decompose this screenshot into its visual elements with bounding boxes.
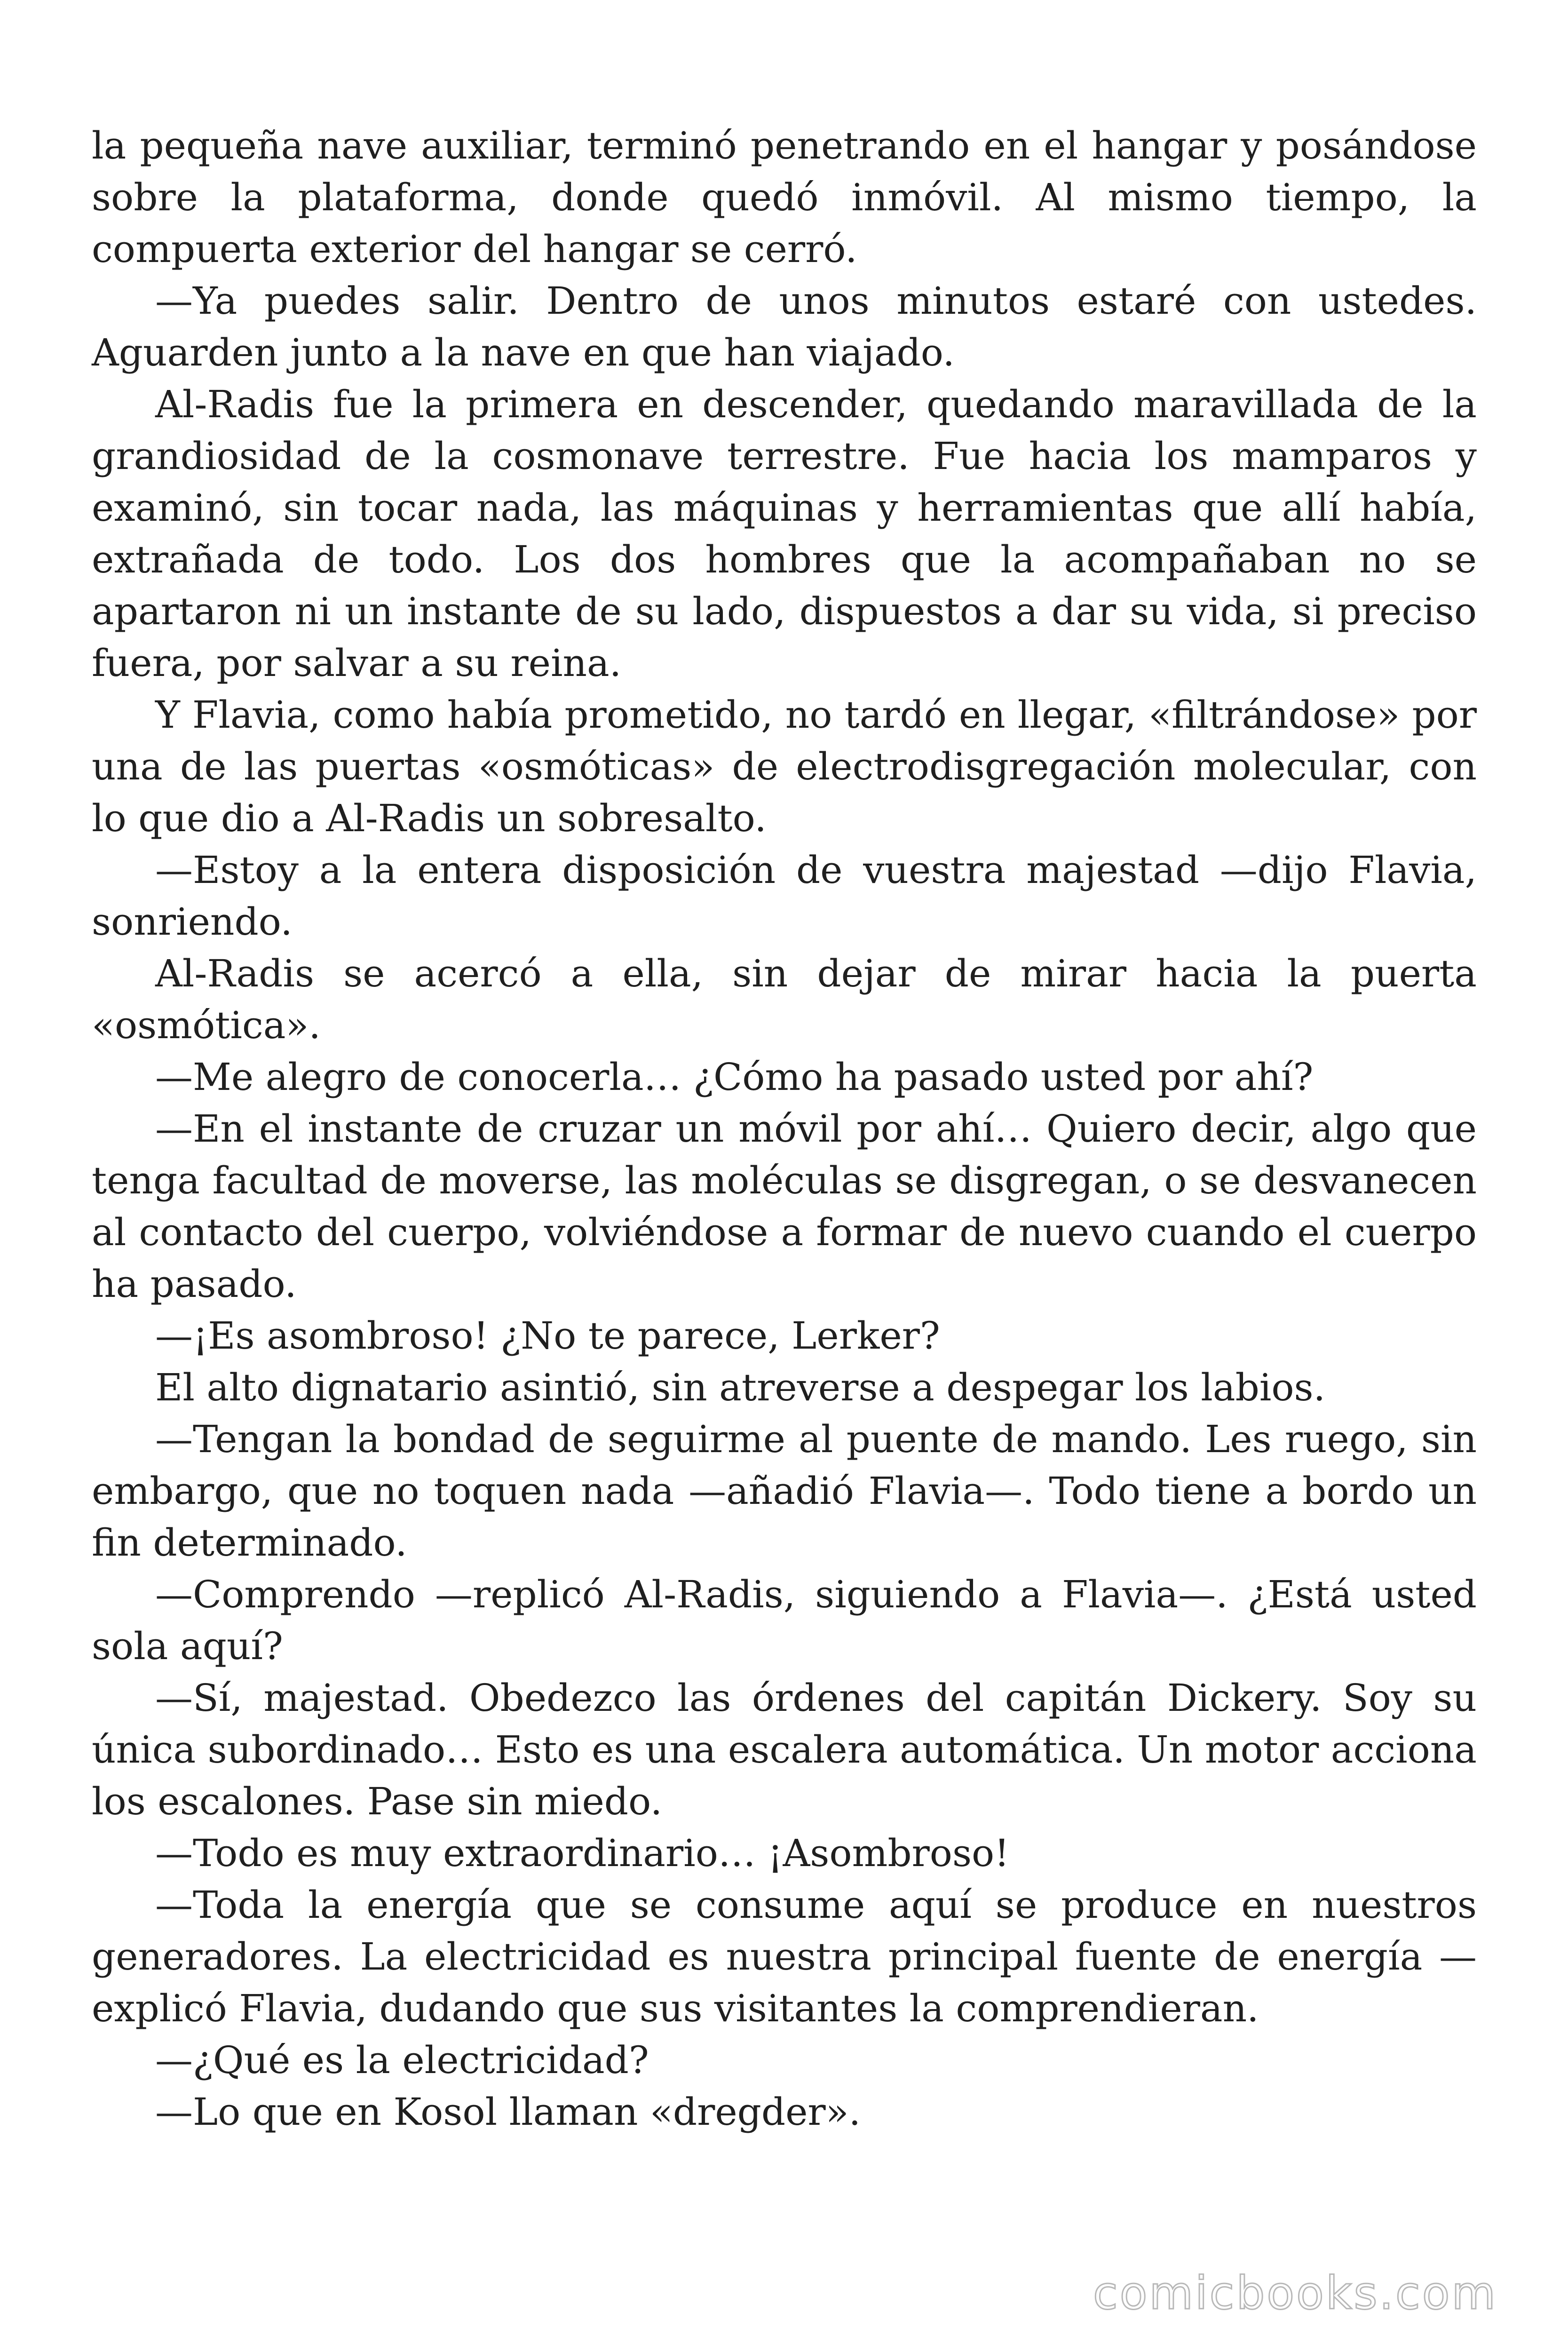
paragraph-1: la pequeña nave auxiliar, terminó penetrando en el hangar y posándose sobre la plataforma, donde quedó inmóvil. Al mismo tiempo, la compuerta exterior del hangar se cerró. (92, 124, 1477, 271)
paragraph-15: —Toda la energía que se consume aquí se produce en nuestros generadores. La electricidad es nuestra principal fuente de energía —explicó Flavia, dudando que sus visitantes la comprendieran. (92, 1883, 1477, 2030)
paragraph-17: —Lo que en Kosol llaman «dregder». (155, 2090, 861, 2134)
paragraph-7: —Me alegro de conocerla… ¿Cómo ha pasado usted por ahí? (155, 1055, 1314, 1099)
paragraph-2: —Ya puedes salir. Dentro de unos minutos estaré con ustedes. Aguarden junto a la nave en que han viajado. (92, 279, 1477, 374)
paragraph-5: —Estoy a la entera disposición de vuestra majestad —dijo Flavia, sonriendo. (92, 848, 1477, 944)
paragraph-13: —Sí, majestad. Obedezco las órdenes del capitán Dickery. Soy su única subordinado… Esto es una escalera automática. Un motor acciona los escalones. Pase sin miedo. (92, 1676, 1477, 1823)
paragraph-12: —Comprendo —replicó Al-Radis, siguiendo a Flavia—. ¿Está usted sola aquí? (92, 1573, 1477, 1668)
paragraph-11: —Tengan la bondad de seguirme al puente de mando. Les ruego, sin embargo, que no toquen nada —añadió Flavia—. Todo tiene a bordo un fin determinado. (92, 1417, 1477, 1565)
paragraph-14: —Todo es muy extraordinario… ¡Asombroso! (155, 1831, 1010, 1875)
paragraph-6: Al-Radis se acercó a ella, sin dejar de mirar hacia la puerta «osmótica». (92, 952, 1477, 1047)
watermark: comicbooks.com (1093, 2267, 1497, 2320)
paragraph-16: —¿Qué es la electricidad? (155, 2038, 649, 2082)
paragraph-10: El alto dignatario asintió, sin atreverse a despegar los labios. (155, 1366, 1326, 1409)
book-page-text (92, 120, 1477, 2138)
paragraph-9: —¡Es asombroso! ¿No te parece, Lerker? (155, 1314, 940, 1358)
paragraph-3: Al-Radis fue la primera en descender, quedando maravillada de la grandiosidad de la cosmonave terrestre. Fue hacia los mamparos y examinó, sin tocar nada, las máquinas y herramientas que allí había, extrañada de todo. Los dos hombres que la acompañaban no se apartaron ni un instante de su lado, dispuestos a dar su vida, si preciso fuera, por salvar a su reina. (92, 382, 1477, 685)
paragraph-8: —En el instante de cruzar un móvil por ahí… Quiero decir, algo que tenga facultad de moverse, las moléculas se disgregan, o se desvanecen al contacto del cuerpo, volviéndose a formar de nuevo cuando el cuerpo ha pasado. (92, 1107, 1477, 1306)
paragraph-4: Y Flavia, como había prometido, no tardó en llegar, «filtrándose» por una de las puertas «osmóticas» de electrodisgregación molecular, con lo que dio a Al-Radis un sobresalto. (92, 693, 1477, 840)
